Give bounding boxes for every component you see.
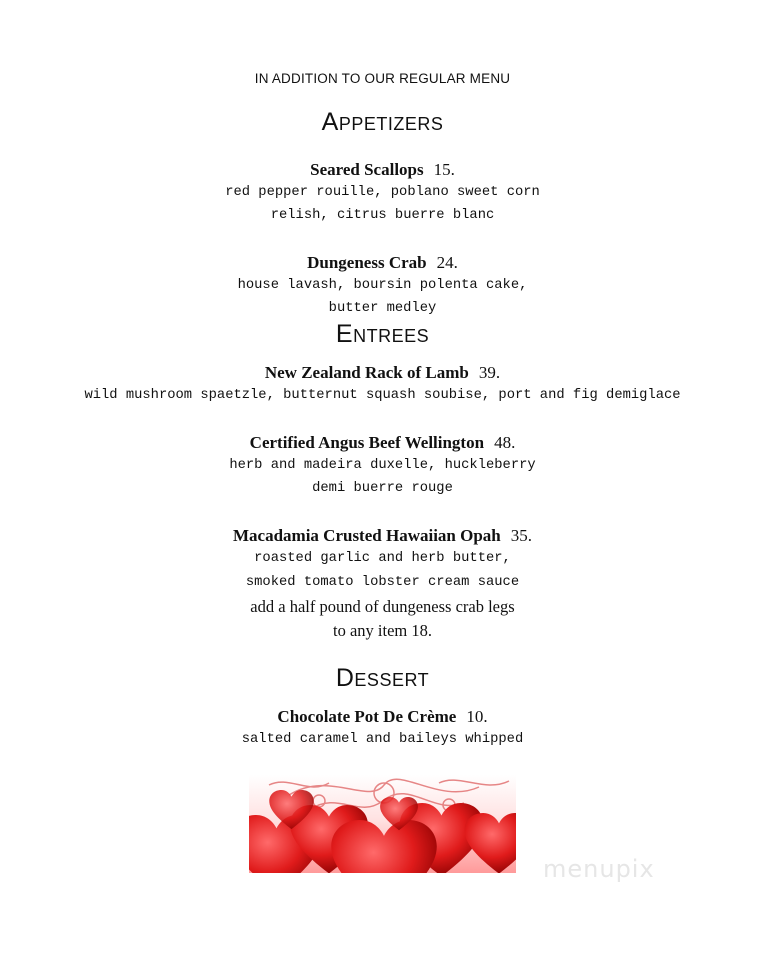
section-appetizers-title: Appetizers <box>321 108 444 136</box>
item-description: house lavash, boursin polenta cake, <box>237 278 528 293</box>
hearts-banner-image <box>249 775 516 873</box>
item-price: 24. <box>436 253 458 272</box>
addon-line: add a half pound of dungeness crab legs <box>250 597 515 616</box>
menu-item-dungeness-crab <box>0 253 765 273</box>
item-description: herb and madeira duxelle, huckleberry <box>229 458 536 473</box>
item-price: 35. <box>510 526 533 545</box>
item-price: 10. <box>466 707 488 726</box>
item-description: relish, citrus buerre blanc <box>270 208 495 223</box>
item-description: red pepper rouille, poblano sweet corn <box>225 185 540 200</box>
addon-line: to any item 18. <box>333 621 432 640</box>
item-description: salted caramel and baileys whipped <box>241 732 524 747</box>
item-name: Chocolate Pot De Crème <box>277 707 457 726</box>
item-name: Certified Angus Beef Wellington <box>249 433 485 452</box>
item-description: wild mushroom spaetzle, butternut squash soubise, port and fig demiglace <box>84 388 681 403</box>
menu-item-pot-de-creme <box>0 707 765 727</box>
item-price: 39. <box>478 363 501 382</box>
item-description: butter medley <box>328 301 437 316</box>
item-name: Seared Scallops <box>310 160 424 179</box>
menu-item-beef-wellington <box>0 433 765 453</box>
menu-item-rack-of-lamb <box>0 363 765 383</box>
item-name: Dungeness Crab <box>307 253 427 272</box>
menu-intro: IN ADDITION TO OUR REGULAR MENU <box>254 71 511 86</box>
menu-item-seared-scallops <box>0 160 765 180</box>
menupix-watermark: menupix <box>543 855 655 883</box>
section-dessert-title: Dessert <box>335 664 430 692</box>
section-entrees-title: Entrees <box>335 320 430 348</box>
item-description: roasted garlic and herb butter, <box>254 551 511 566</box>
item-name: Macadamia Crusted Hawaiian Opah <box>232 526 501 545</box>
item-name: New Zealand Rack of Lamb <box>264 363 469 382</box>
item-price: 48. <box>494 433 516 452</box>
menu-item-hawaiian-opah <box>0 526 765 546</box>
item-description: demi buerre rouge <box>312 481 453 496</box>
item-description: smoked tomato lobster cream sauce <box>245 575 520 590</box>
item-price: 15. <box>433 160 455 179</box>
